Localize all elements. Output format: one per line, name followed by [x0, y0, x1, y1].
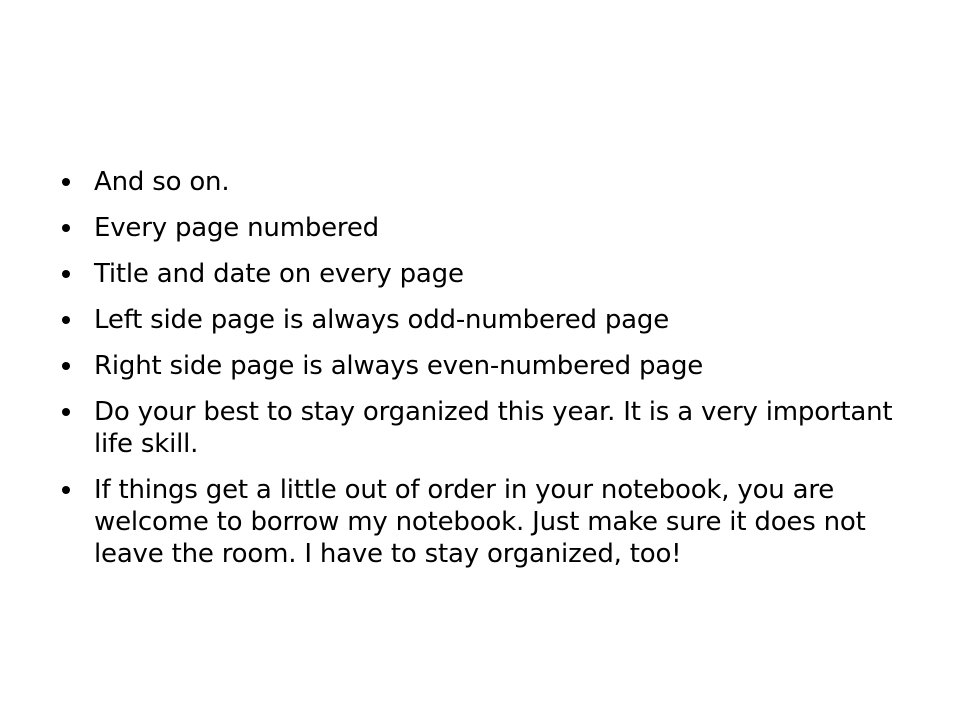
bullet-item: [60, 304, 920, 336]
bullet-text: Do your best to stay organized this year. It is a very important life skill.: [94, 397, 893, 459]
bullet-dot-icon: [62, 486, 70, 494]
bullet-item: [60, 474, 920, 570]
bullet-item: [60, 166, 920, 198]
bullet-item: [60, 212, 920, 244]
bullet-text: If things get a little out of order in your notebook, you are welcome to borrow my notebook. Just make sure it does not leave the room. I have to stay organized, too!: [94, 475, 866, 569]
bullet-dot-icon: [62, 270, 70, 278]
bullet-dot-icon: [62, 362, 70, 370]
bullet-text: Left side page is always odd-numbered page: [94, 305, 670, 335]
bullet-text: Every page numbered: [94, 213, 379, 243]
bullet-text: And so on.: [94, 167, 230, 197]
bullet-list: [60, 166, 920, 584]
bullet-dot-icon: [62, 316, 70, 324]
bullet-text: Title and date on every page: [94, 259, 464, 289]
bullet-text: Right side page is always even-numbered page: [94, 351, 704, 381]
bullet-item: [60, 258, 920, 290]
bullet-item: [60, 350, 920, 382]
bullet-item: [60, 396, 920, 460]
bullet-dot-icon: [62, 178, 70, 186]
bullet-dot-icon: [62, 224, 70, 232]
bullet-dot-icon: [62, 408, 70, 416]
